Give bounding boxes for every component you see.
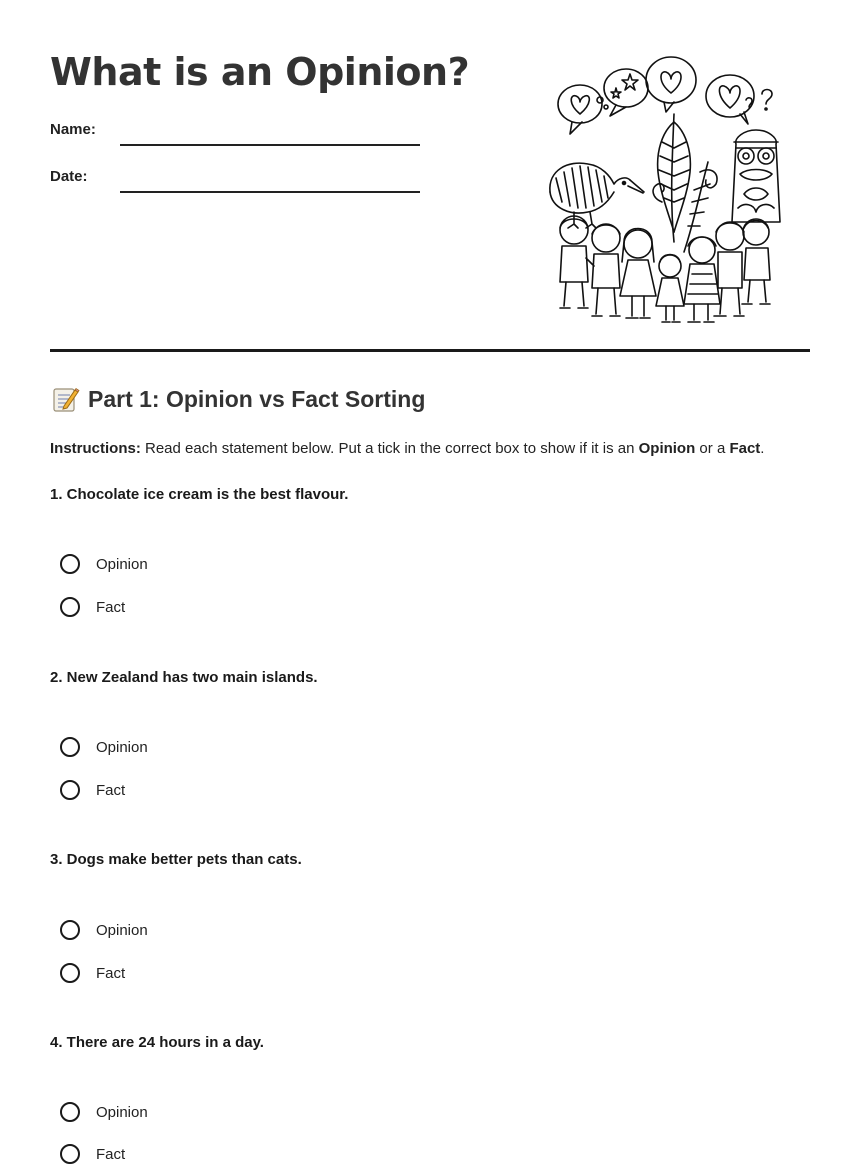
kiwi-bird: [550, 163, 644, 228]
question-4-fact-label: Fact: [96, 1145, 126, 1163]
date-field[interactable]: [50, 165, 420, 195]
question-1-opinion-label: Opinion: [96, 555, 148, 573]
question-1-fact-option[interactable]: [60, 594, 125, 620]
group-of-children: [560, 216, 770, 322]
part1-heading: [50, 384, 425, 414]
name-field[interactable]: [50, 118, 420, 148]
question-4-opinion-option[interactable]: [60, 1099, 148, 1125]
question-2-fact-label: Fact: [96, 781, 126, 799]
header-divider: [50, 349, 810, 352]
question-2-text: 2. New Zealand has two main islands.: [50, 669, 318, 686]
worksheet-header: [50, 0, 810, 352]
instructions-label: Instructions:: [50, 440, 141, 457]
instructions-fact-word: Fact: [729, 440, 761, 457]
question-4-text: 4. There are 24 hours in a day.: [50, 1034, 264, 1051]
part1-title: Part 1: Opinion vs Fact Sorting: [88, 385, 426, 412]
question-2-opinion-label: Opinion: [96, 738, 148, 756]
question-2-opinion-radio[interactable]: [60, 737, 80, 757]
name-label: Name:: [50, 121, 96, 138]
question-4-opinion-radio[interactable]: [60, 1102, 80, 1122]
children-kiwi-tiki-illustration: [544, 52, 794, 327]
question-3-opinion-label: Opinion: [96, 921, 148, 939]
instructions-opinion-word: Opinion: [638, 440, 696, 457]
tiki-carving: [732, 130, 780, 222]
question-2-fact-option[interactable]: [60, 777, 125, 803]
instructions: [50, 440, 810, 457]
question-3-opinion-option[interactable]: [60, 917, 148, 943]
name-write-line[interactable]: [120, 144, 420, 146]
speech-bubbles: [558, 57, 772, 134]
question-1-opinion-option[interactable]: [60, 551, 148, 577]
question-1-fact-label: Fact: [96, 598, 126, 616]
question-3-fact-option[interactable]: [60, 960, 125, 986]
date-write-line[interactable]: [120, 191, 420, 193]
instructions-text: Read each statement below. Put a tick in the correct box to show if it is an: [140, 440, 639, 457]
date-label: Date:: [50, 168, 88, 185]
question-3-text: 3. Dogs make better pets than cats.: [50, 851, 302, 868]
question-4-opinion-label: Opinion: [96, 1103, 148, 1121]
memo-icon: [50, 384, 80, 414]
question-4-fact-option[interactable]: [60, 1141, 125, 1167]
question-1-text: 1. Chocolate ice cream is the best flavour.: [50, 486, 349, 503]
question-3-fact-label: Fact: [96, 964, 126, 982]
question-3-fact-radio[interactable]: [60, 963, 80, 983]
question-1-fact-radio[interactable]: [60, 597, 80, 617]
instructions-text-middle: or a: [695, 440, 730, 457]
question-2-opinion-option[interactable]: [60, 734, 148, 760]
worksheet-page: [50, 0, 810, 1163]
instructions-text-end: .: [760, 440, 765, 457]
page-title: What is an Opinion?: [50, 50, 470, 94]
fern-plant: [653, 114, 717, 252]
question-1-opinion-radio[interactable]: [60, 554, 80, 574]
question-3-opinion-radio[interactable]: [60, 920, 80, 940]
question-4-fact-radio[interactable]: [60, 1144, 80, 1164]
question-2-fact-radio[interactable]: [60, 780, 80, 800]
